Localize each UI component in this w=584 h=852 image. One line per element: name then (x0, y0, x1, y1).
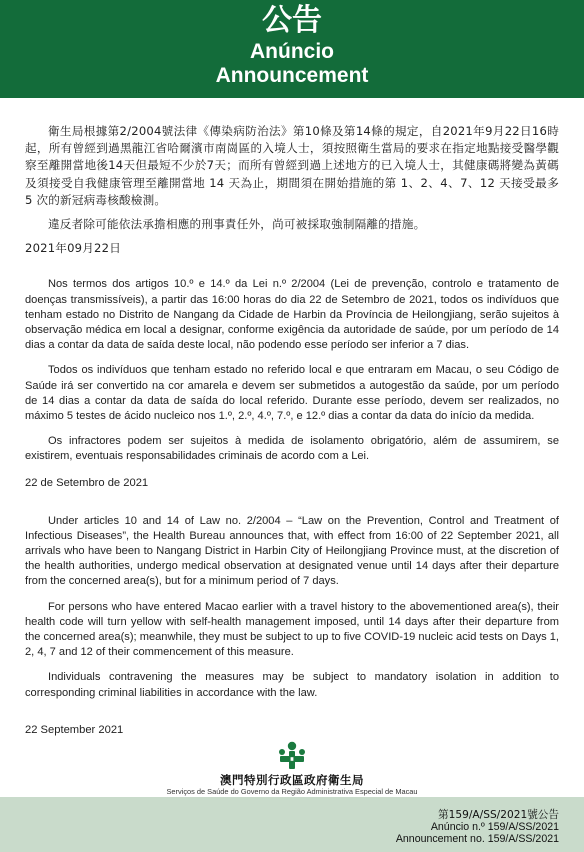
portuguese-paragraph-2: Todos os indivíduos que tenham estado no referido local e que entraram em Macau, o seu Código de Saúde irá ser convertido na cor amarela e devem ser submetidos a autogestão da saúde, por um período de 14 dias a contar da data de saída do local referido. Durante esse período, devem ser realizados, no máximo 5 testes de ácido nucleico nos 1.º, 2.º, 4.º, 7.º, e 12.º dias a contar da data do início da medida. (25, 364, 559, 423)
health-bureau-emblem (0, 741, 584, 796)
department-name-portuguese: Serviços de Saúde do Governo da Região Administrativa Especial de Macau (166, 787, 418, 796)
reference-english: Announcement no. 159/A/SS/2021 (395, 833, 559, 846)
announcement-header (0, 0, 584, 98)
reference-chinese: 第159/A/SS/2021號公告 (438, 809, 559, 821)
chinese-paragraph-2: 違反者除可能依法承擔相應的刑事責任外，尚可被採取強制隔離的措施。 (48, 217, 426, 232)
chinese-date: 2021年09月22日 (25, 241, 121, 256)
title-english: Announcement (215, 64, 369, 87)
title-chinese: 公告 (262, 3, 322, 38)
portuguese-paragraph-3: Os infractores podem ser sujeitos à medida de isolamento obrigatório, além de assumirem, se existirem, eventuais responsabilidades criminais de acordo com a Lei. (25, 435, 559, 463)
health-bureau-logo-icon (276, 741, 308, 771)
announcement-reference (396, 809, 559, 846)
department-name-chinese: 澳門特別行政區政府衛生局 (220, 773, 364, 787)
announcement-body (25, 123, 559, 737)
reference-portuguese: Anúncio n.º 159/A/SS/2021 (430, 821, 559, 834)
portuguese-paragraph-1: Nos termos dos artigos 10.º e 14.º da Lei n.º 2/2004 (Lei de prevenção, controlo e tratamento de doenças transmissíveis), a partir das 16:00 horas do dia 22 de Setembro de 2021, todos os indivíduos que tenham estado no Distrito de Nangang da Cidade de Harbin da Província de Heilongjiang, serão sujeitos à observação médica em local a designar, conforme exigência da autoridade de saúde, por um período de 14 dias a contar da data de saída deste local, não podendo esse período ser inferior a 7 dias. (25, 278, 559, 352)
english-paragraph-1: Under articles 10 and 14 of Law no. 2/2004 – “Law on the Prevention, Control and Treatment of Infectious Diseases”, the Health Bureau announces that, with effect from 16:00 of 22 September 2021, all arrivals who have been to Nangang District in Harbin City of Heilongjiang Province must, at the discretion of the health authorities, undergo medical observation at designated venue until 14 days after their departure from the concerned area(s), but for a minimum period of 7 days. (25, 514, 559, 588)
chinese-paragraph-1: 衛生局根據第2/2004號法律《傳染病防治法》第10條及第14條的規定，自2021年9月22日16時起，所有曾經到過黑龍江省哈爾濱市南崗區的入境人士，須按照衛生當局的要求在指定地點接受醫學觀察至離開當地後14天但最短不少於7天；而所有曾經到過上述地方的已入境人士，其健康碼將變為黃碼及須接受自我健康管理至離開當地 14 天為止，期間須在開始措施的第 1、2、4、7、12 天接受最多 5 次的新冠病毒核酸檢測。 (25, 124, 559, 207)
title-portuguese: Anúncio (250, 40, 334, 63)
portuguese-date: 22 de Setembro de 2021 (25, 476, 149, 489)
english-paragraph-3: Individuals contravening the measures may be subject to mandatory isolation in addition to corresponding criminal liabilities in accordance with the law. (25, 671, 559, 699)
english-paragraph-2: For persons who have entered Macao earlier with a travel history to the abovementioned area(s), their health code will turn yellow with self-health management imposed, until 14 days after their departure from the concerned area(s); meanwhile, they must be subject to up to five COVID-19 nucleic acid tests on Days 1, 2, 4, 7 and 12 of their commencement of this measure. (25, 600, 559, 659)
english-date: 22 September 2021 (25, 723, 124, 736)
